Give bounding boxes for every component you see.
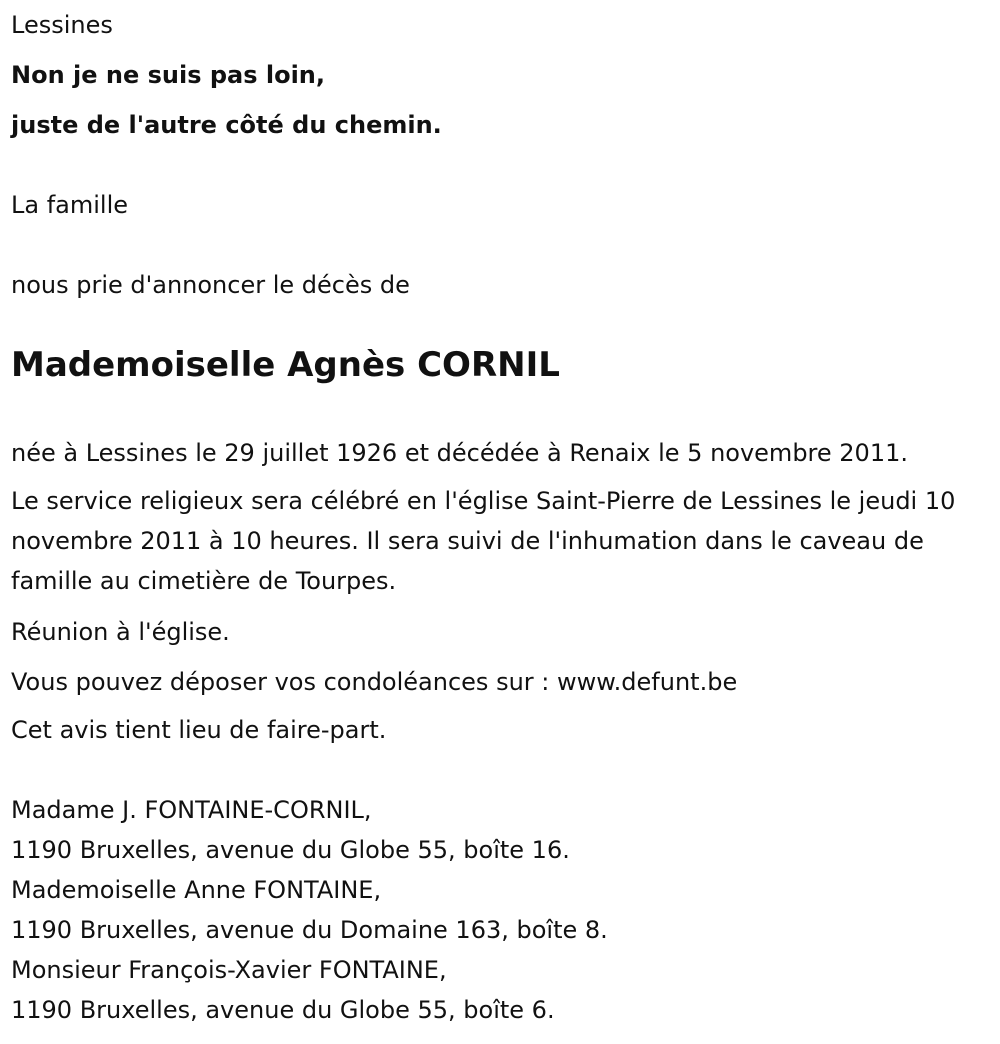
condolences-text: Vous pouvez déposer vos condoléances sur : www.defunt.be [11, 668, 738, 696]
family-intro-text: La famille [11, 191, 129, 219]
service-text: Le service religieux sera célébré en l'église Saint-Pierre de Lessines le jeudi 10 novembre 2011 à 10 heures. Il sera suivi de l'inhumation dans le caveau de famille au cimetière de Tourpes. [11, 487, 956, 595]
quote-line-2: juste de l'autre côté du chemin. [11, 111, 442, 139]
relative-name: Monsieur François-Xavier FONTAINE, [11, 956, 447, 984]
birth-death-text: née à Lessines le 29 juillet 1926 et décédée à Renaix le 5 novembre 2011. [11, 439, 908, 467]
relative-name: Madame J. FONTAINE-CORNIL, [11, 796, 372, 824]
relative-name: Mademoiselle Anne FONTAINE, [11, 876, 382, 904]
quote-line-1: Non je ne suis pas loin, [11, 61, 325, 89]
deceased-name: Mademoiselle Agnès CORNIL [11, 345, 560, 385]
relative-address: 1190 Bruxelles, avenue du Domaine 163, boîte 8. [11, 916, 608, 944]
notice-text: Cet avis tient lieu de faire-part. [11, 716, 387, 744]
meeting-text: Réunion à l'église. [11, 618, 230, 646]
relative-address: 1190 Bruxelles, avenue du Globe 55, boîte 6. [11, 996, 555, 1024]
place-text: Lessines [11, 11, 113, 39]
relative-address: 1190 Bruxelles, avenue du Globe 55, boîte 16. [11, 836, 570, 864]
announce-text: nous prie d'annoncer le décès de [11, 271, 410, 299]
